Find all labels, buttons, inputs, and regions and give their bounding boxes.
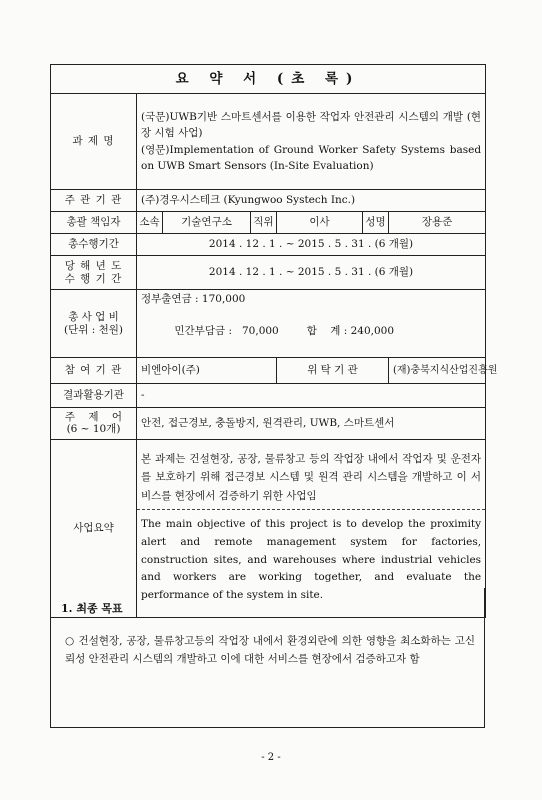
manager-affil-label: 소속 xyxy=(137,212,163,234)
commission-label: 위 탁 기 관 xyxy=(277,358,389,384)
project-name-label: 과 제 명 xyxy=(51,94,137,190)
manager-position: 이사 xyxy=(277,212,363,234)
participants-value: 비엔아이(주) xyxy=(137,358,277,384)
keywords-value: 안전, 접근경보, 충돌방지, 원격관리, UWB, 스마트센서 xyxy=(137,408,486,440)
manager-affil: 기술연구소 xyxy=(163,212,251,234)
year-period-label-1: 당 해 년 도 xyxy=(64,260,123,273)
final-goal-section xyxy=(50,588,485,728)
total-period-label: 총수행기간 xyxy=(51,234,137,256)
project-name-korean: (국문)UWB기반 스마트센서를 이용한 작업자 안전관리 시스템의 개발 (현장 시험 사업) xyxy=(141,110,482,140)
budget-private: 민간부담금 : 70,000 xyxy=(174,324,279,337)
result-usage-value: - xyxy=(137,384,486,408)
budget-total: 합 계 : 240,000 xyxy=(306,324,395,337)
lead-org-label: 주 관 기 관 xyxy=(51,190,137,212)
keywords-label-2: (6 ~ 10개) xyxy=(66,422,121,435)
manager-name-label: 성명 xyxy=(363,212,389,234)
document-title: 요 약 서 (초 록) xyxy=(51,65,486,94)
summary-korean: 본 과제는 건설현장, 공장, 물류창고 등의 작업장 내에서 작업자 및 운전자를 보호하기 위해 접근경보 시스템 및 원격 관리 시스템을 개발하고 이 서비스를 현장에서 검증하기 위한 사업임 xyxy=(137,446,485,510)
final-goal-text: ○ 건설현장, 공장, 물류창고등의 작업장 내에서 환경외란에 의한 영향을 최소화하는 고신뢰성 안전관리 시스템의 개발하고 이에 대한 서비스를 현장에서 검증하고자 함 xyxy=(65,635,475,666)
year-period-label-2: 수 행 기 간 xyxy=(64,272,123,285)
page-number: - 2 - xyxy=(261,752,281,763)
lead-org-value: (주)경우시스테크 (Kyungwoo Systech Inc.) xyxy=(137,190,486,212)
summary-form-table xyxy=(50,64,498,618)
budget-label-1: 총 사 업 비 xyxy=(68,311,119,324)
total-period-value: 2014 . 12 . 1 . ~ 2015 . 5 . 31 . (6 개월) xyxy=(137,234,486,256)
manager-label: 총괄 책임자 xyxy=(51,212,137,234)
manager-position-label: 직위 xyxy=(251,212,277,234)
manager-name: 장용준 xyxy=(389,212,486,234)
final-goal-title: 1. 최종 목표 xyxy=(61,602,123,615)
budget-gov: 정부출연금 : 170,000 xyxy=(141,293,246,305)
summary-label: 사업요약 xyxy=(51,440,137,618)
year-period-value: 2014 . 12 . 1 . ~ 2015 . 5 . 31 . (6 개월) xyxy=(137,256,486,290)
keywords-label-1: 주 제 어 xyxy=(64,410,123,423)
result-usage-label: 결과활용기관 xyxy=(51,384,137,408)
budget-label-2: (단위 : 천원) xyxy=(64,323,123,336)
participants-label: 참 여 기 관 xyxy=(51,358,137,384)
summary-english: The main objective of this project is to develop the proximity alert and remote management system for factories, construction sites, and warehouses where industrial vehicles and workers are working together, and evaluate the performance of the system in site. xyxy=(141,517,482,602)
project-name-english: (영문)Implementation of Ground Worker Safety Systems based on UWB Smart Sensors (In-Site Evaluation) xyxy=(141,143,482,172)
commission-value: (재)충북지식산업진흥원 xyxy=(389,358,486,384)
